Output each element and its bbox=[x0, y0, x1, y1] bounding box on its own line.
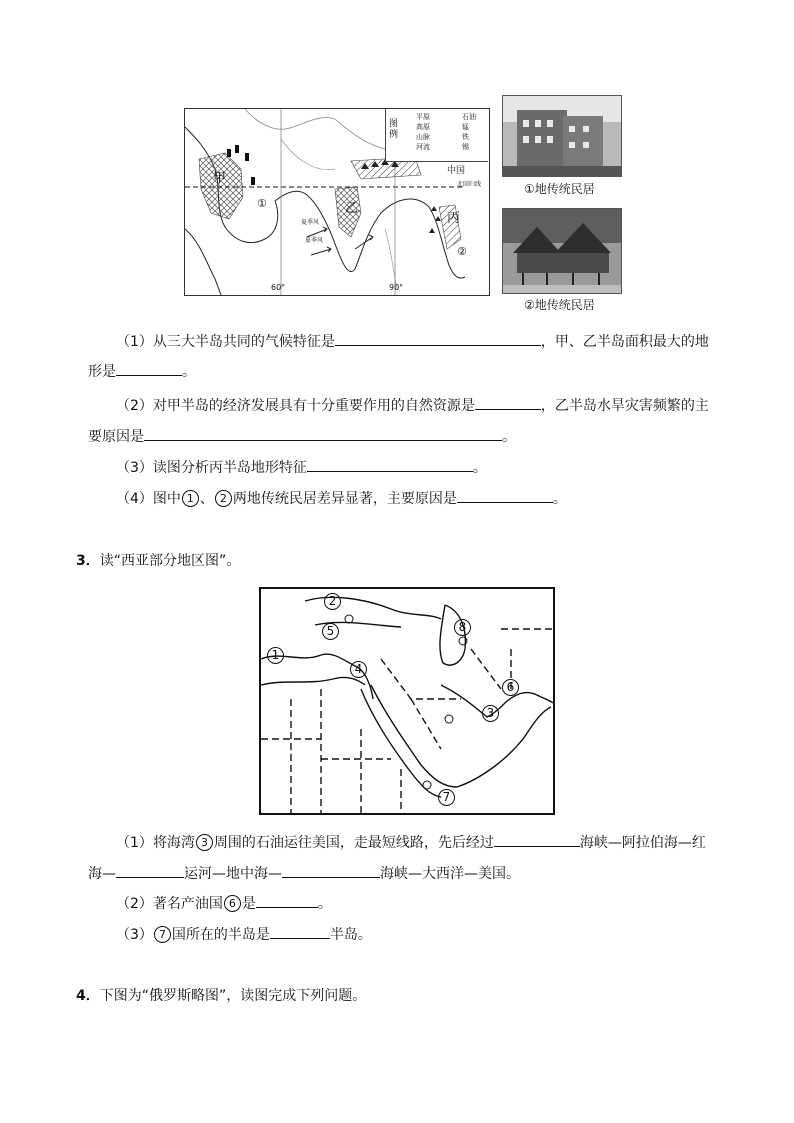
q2-3-blank-terrain[interactable] bbox=[307, 456, 473, 472]
map-mark-1-num: 1 bbox=[267, 647, 284, 664]
q3-2-text-b: 是 bbox=[241, 896, 256, 912]
q2-line-6 bbox=[116, 487, 567, 509]
map-mark-6-num: 6 bbox=[502, 679, 519, 696]
q2-3-text-a: （3）读图分析丙半岛地形特征 bbox=[116, 460, 307, 476]
q4-title: 下图为“俄罗斯略图”，读图完成下列问题。 bbox=[99, 988, 367, 1004]
circle-number-3: 3 bbox=[196, 834, 213, 851]
q2-line-5 bbox=[116, 456, 487, 478]
q2-4-text-d: 。 bbox=[552, 491, 567, 507]
q3-3-text-a: （3） bbox=[116, 927, 153, 943]
map-mark-7-num: 7 bbox=[438, 789, 455, 806]
q2-1-text-d: 。 bbox=[182, 364, 196, 380]
q2-line-2 bbox=[88, 360, 196, 382]
q2-line-1 bbox=[116, 330, 709, 352]
q3-1-text-d: 海峡—阿拉伯海—红 bbox=[579, 835, 706, 851]
q2-line-4 bbox=[88, 425, 516, 447]
circle-number-7: 7 bbox=[154, 926, 171, 943]
map-mark-2-num: 2 bbox=[324, 593, 341, 610]
photo-dwelling-2-image bbox=[503, 209, 621, 293]
label-lon-60: 60° bbox=[271, 283, 286, 292]
photo-dwelling-2 bbox=[502, 208, 622, 294]
q3-1-text-b: 周围的石油运往美国，走最短线路，先后经过 bbox=[213, 835, 494, 851]
q3-number: 3． bbox=[76, 553, 100, 569]
q2-4-blank-reason[interactable] bbox=[457, 487, 553, 503]
west-asia-map-drawing bbox=[261, 589, 553, 813]
caption-dwelling-1: ①地传统民居 bbox=[524, 182, 595, 196]
map-mark-3 bbox=[481, 703, 500, 722]
q2-1-text-c: 形是 bbox=[88, 364, 116, 380]
label-circle-1: ① bbox=[257, 197, 267, 210]
map-mark-5-num: 5 bbox=[322, 623, 339, 640]
q3-1-blank-strait-2[interactable] bbox=[282, 862, 380, 878]
q2-3-text-b: 。 bbox=[472, 460, 487, 476]
map-mark-8 bbox=[453, 617, 472, 636]
q3-title-line bbox=[76, 551, 240, 571]
q3-line-2 bbox=[88, 862, 520, 884]
q4-title-line bbox=[76, 986, 366, 1006]
map-mark-4-num: 4 bbox=[350, 661, 367, 678]
label-china: 中国 bbox=[447, 166, 466, 176]
q3-line-3 bbox=[116, 892, 332, 914]
legend-oil: 石油 bbox=[462, 113, 476, 121]
label-monsoon-2: 夏季风 bbox=[305, 237, 324, 244]
q2-2-text-c: 要原因是 bbox=[88, 429, 144, 445]
circle-number-2: 2 bbox=[215, 490, 232, 507]
label-monsoon-1: 夏季风 bbox=[301, 219, 320, 226]
q3-title: 读“西亚部分地区图”。 bbox=[99, 553, 241, 569]
q3-3-blank-peninsula[interactable] bbox=[270, 923, 330, 939]
peninsula-map bbox=[184, 108, 490, 296]
legend-title: 图例 bbox=[389, 119, 399, 140]
label-jia: 甲 bbox=[213, 171, 227, 186]
q3-2-text-d: 。 bbox=[317, 896, 332, 912]
map-mark-7 bbox=[437, 787, 456, 806]
q2-2-text-a: （2）对甲半岛的经济发展具有十分重要作用的自然资源是 bbox=[116, 398, 475, 414]
legend-tin: 锡 bbox=[462, 143, 469, 151]
map-mark-8-num: 8 bbox=[454, 619, 471, 636]
q3-1-blank-strait[interactable] bbox=[494, 831, 580, 847]
legend-manganese: 锰 bbox=[462, 123, 469, 131]
label-tropic: 北回归线 bbox=[457, 181, 482, 188]
map-mark-3-num: 3 bbox=[482, 705, 499, 722]
label-circle-2: ② bbox=[457, 245, 467, 258]
q4-number: 4． bbox=[76, 988, 100, 1004]
west-asia-map bbox=[259, 587, 555, 815]
q2-1-blank-climate[interactable] bbox=[335, 330, 541, 346]
legend-iron: 铁 bbox=[462, 133, 469, 141]
q3-2-blank-country[interactable] bbox=[256, 892, 318, 908]
q2-1-blank-terrain[interactable] bbox=[116, 360, 182, 376]
circle-number-6: 6 bbox=[224, 895, 241, 912]
label-lon-90: 90° bbox=[389, 283, 404, 292]
legend-mountain: 山脉 bbox=[416, 133, 430, 141]
q3-1-text-f: 运河—地中海— bbox=[184, 866, 282, 882]
map-mark-4 bbox=[349, 659, 368, 678]
q3-3-text-d: 半岛。 bbox=[329, 927, 372, 943]
legend-river: 河流 bbox=[416, 143, 430, 151]
legend-plain: 平原 bbox=[416, 113, 430, 121]
map-legend bbox=[385, 109, 488, 162]
label-yi: 乙 bbox=[345, 201, 359, 216]
q3-1-text-a: （1）将海湾 bbox=[116, 835, 195, 851]
q3-line-1 bbox=[116, 831, 706, 853]
q2-1-text-b: ，甲、乙半岛面积最大的地 bbox=[540, 334, 709, 350]
q2-4-text-c: 两地传统民居差异显著，主要原因是 bbox=[232, 491, 457, 507]
q3-1-text-e: 海— bbox=[88, 866, 116, 882]
q3-line-4 bbox=[116, 923, 372, 945]
photo-dwelling-1-image bbox=[503, 96, 621, 176]
map-mark-1 bbox=[266, 645, 285, 664]
q3-1-blank-canal[interactable] bbox=[116, 862, 184, 878]
label-bing: 丙 bbox=[447, 211, 461, 226]
map-mark-2 bbox=[323, 591, 342, 610]
q2-2-text-d: 。 bbox=[502, 429, 516, 445]
q2-4-text-b: 、 bbox=[199, 491, 214, 507]
q2-2-blank-resource[interactable] bbox=[475, 394, 541, 410]
q3-1-text-g: 海峡—大西洋—美国。 bbox=[380, 866, 520, 882]
legend-plateau: 高原 bbox=[416, 123, 430, 131]
q3-3-text-b: 国所在的半岛是 bbox=[171, 927, 270, 943]
circle-number-1: 1 bbox=[182, 490, 199, 507]
q2-2-text-b: ，乙半岛水旱灾害频繁的主 bbox=[540, 398, 709, 414]
q3-2-text-a: （2）著名产油国 bbox=[116, 896, 223, 912]
q2-2-blank-reason[interactable] bbox=[144, 425, 502, 441]
map-mark-6 bbox=[501, 677, 520, 696]
caption-dwelling-2: ②地传统民居 bbox=[524, 298, 595, 312]
q2-4-text-a: （4）图中 bbox=[116, 491, 181, 507]
map-mark-5 bbox=[321, 621, 340, 640]
q2-line-3 bbox=[116, 394, 709, 416]
photo-dwelling-1 bbox=[502, 95, 622, 177]
q2-1-text-a: （1）从三大半岛共同的气候特征是 bbox=[116, 334, 335, 350]
